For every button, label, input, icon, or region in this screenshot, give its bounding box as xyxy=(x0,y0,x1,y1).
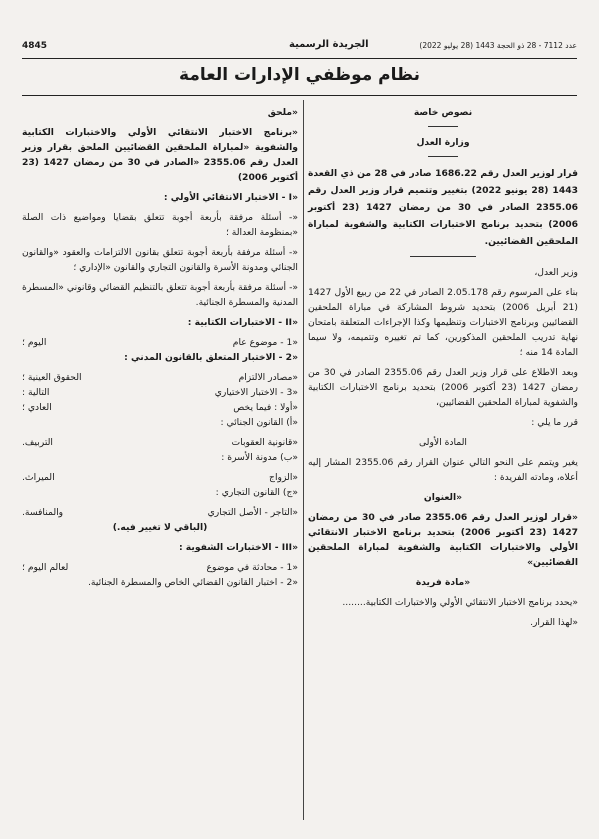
article-heading: «مادة فريدة xyxy=(415,577,471,588)
list-item xyxy=(22,505,298,520)
running-header xyxy=(22,40,577,54)
article-heading: المادة الأولى xyxy=(419,437,467,448)
list-item: «ب) مدونة الأسرة : xyxy=(221,452,298,463)
item-start: «قانونية العقوبات xyxy=(231,437,298,448)
column-divider xyxy=(303,100,304,820)
ministry-name: وزارة العدل xyxy=(416,137,470,148)
list-item: «2 - الاختبار المتعلق بالقانون المدني : xyxy=(124,352,298,363)
title-rule xyxy=(22,95,577,96)
section-title: نظام موظفي الإدارات العامة xyxy=(179,65,420,85)
page-number: 4845 xyxy=(22,41,48,51)
list-item xyxy=(22,400,298,415)
list-item: «- أسئلة مرفقة بأربعة أجوبة تتعلق بقضايا ومواضيع ذات الصلة «بمنظومة العدالة ؛ xyxy=(22,212,298,238)
item-end: الميراث. xyxy=(22,472,55,483)
item-start: «1 - موضوع عام xyxy=(232,337,298,348)
list-item: «ج) القانون التجاري : xyxy=(215,487,298,498)
item-start: «3 - الاختبار الاختياري xyxy=(214,387,298,398)
list-item xyxy=(22,435,298,450)
list-item xyxy=(22,470,298,485)
subsection-heading: «III - الاختبارات الشفوية : xyxy=(178,542,298,553)
paragraph: يغير ويتمم على النحو التالي عنوان القرار رقم 2355.06 المشار إليه أعلاه، ومادته الفريدة : xyxy=(308,457,578,483)
separator xyxy=(428,126,458,127)
unchanged-note: (الباقي لا تغيير فيه.) xyxy=(112,522,208,533)
right-column xyxy=(308,105,578,635)
item-start: «أولا : فيما يخص xyxy=(233,402,298,413)
paragraph: قرر ما يلي : xyxy=(531,417,578,428)
left-column xyxy=(22,105,298,595)
list-item: «2 - اختبار القانون القضائي الخاص والمسطرة الجنائية. xyxy=(87,577,298,588)
paragraph: بناء على المرسوم رقم 2.05.178 الصادر في 22 من ربيع الأول 1427 (21 أبريل 2006) بتحديد شروط المشاركة في مباراة الملحقين القضائيين وبرنامج الاختبارات وتنظيمها وكذا الإجراءات المتعلقة بامتحان نهاية تدريب الملحقين المذكورين، كما تم تغييره وتتميمه، ولا سيما المادة 14 منه ؛ xyxy=(308,287,578,358)
issue-info: عدد 7112 - 28 ذو الحجة 1443 (28 يوليو 2022) xyxy=(419,41,577,50)
paragraph: «لهذا القرار. xyxy=(530,617,578,628)
subsection-heading: «I - الاختبار الانتقائي الأولي : xyxy=(163,192,298,203)
decree-title: قرار لوزير العدل رقم 1686.22 صادر في 28 من ذي القعدة 1443 (28 يونيو 2022) بتغيير وتتميم قرار وزير العدل رقم 2355.06 الصادر في 30 من رمضان 1427 (23 أكتوبر 2006) بتحديد برنامج الاختبارات الكتابية والشفوية لمباراة الملحقين القضائيين. xyxy=(308,168,578,247)
annex-title: «برنامج الاختبار الانتقائي الأولي والاختبارات الكتابية والشفوية «لمباراة الملحقين القضائيين الملحق بقرار وزير العدل رقم 2355.06 «الصادر في 30 من رمضان 1427 (23 أكتوبر 2006) xyxy=(22,127,298,183)
item-end: التالية : xyxy=(22,387,50,398)
item-end: العادي ؛ xyxy=(22,402,52,413)
paragraph: «يحدد برنامج الاختبار الانتقائي الأولي والاختبارات الكتابية........ xyxy=(342,597,578,608)
title-heading: «العنوان xyxy=(423,492,463,503)
item-start: «الزواج xyxy=(269,472,298,483)
journal-name: الجريدة الرسمية xyxy=(289,39,369,50)
header-rule xyxy=(22,58,577,59)
annex-heading: «ملحق xyxy=(267,107,298,118)
paragraph: وبعد الاطلاع على قرار وزير العدل رقم 2355.06 الصادر في 30 من رمضان 1427 (23 أكتوبر 2006) بتحديد برنامج الاختبارات الكتابية والشفوية لمباراة الملحقين القضائيين، xyxy=(308,367,578,408)
separator xyxy=(410,256,476,257)
item-start: «1 - محادثة في موضوع xyxy=(206,562,298,573)
list-item: «- أسئلة مرفقة بأربعة أجوبة تتعلق بالتنظيم القضائي وقانوني «المسطرة المدنية والمسطرة الجنائية. xyxy=(22,282,298,308)
item-end: اليوم ؛ xyxy=(22,337,47,348)
list-item xyxy=(22,370,298,385)
list-item: «أ) القانون الجنائي : xyxy=(220,417,298,428)
item-start: «مصادر الالتزام xyxy=(238,372,298,383)
list-item: «- أسئلة مرفقة بأربعة أجوبة تتعلق بقانون الالتزامات والعقود «والقانون الجنائي ومدونة الأسرة والقانون التجاري والقانون «الإداري ؛ xyxy=(22,247,298,273)
item-end: التربيف. xyxy=(22,437,53,448)
item-end: الحقوق العينية ؛ xyxy=(22,372,82,383)
paragraph: «قرار لوزير العدل رقم 2355.06 صادر في 30 من رمضان 1427 (23 أكتوبر 2006) بتحديد برنامج الاختبار الانتقائي الأولي والاختبارات الكتابية والشفوية لمباراة الملحقين القضائيين» xyxy=(308,512,578,568)
item-start: «التاجر - الأصل التجاري xyxy=(207,507,298,518)
list-item xyxy=(22,560,298,575)
paragraph: وزير العدل، xyxy=(534,267,578,278)
item-end: لعالم اليوم ؛ xyxy=(22,562,69,573)
subsection-heading: «II - الاختبارات الكتابية : xyxy=(187,317,298,328)
item-end: والمنافسة. xyxy=(22,507,64,518)
list-item xyxy=(22,335,298,350)
list-item xyxy=(22,385,298,400)
special-texts-heading: نصوص خاصة xyxy=(413,107,473,118)
separator xyxy=(428,156,458,157)
